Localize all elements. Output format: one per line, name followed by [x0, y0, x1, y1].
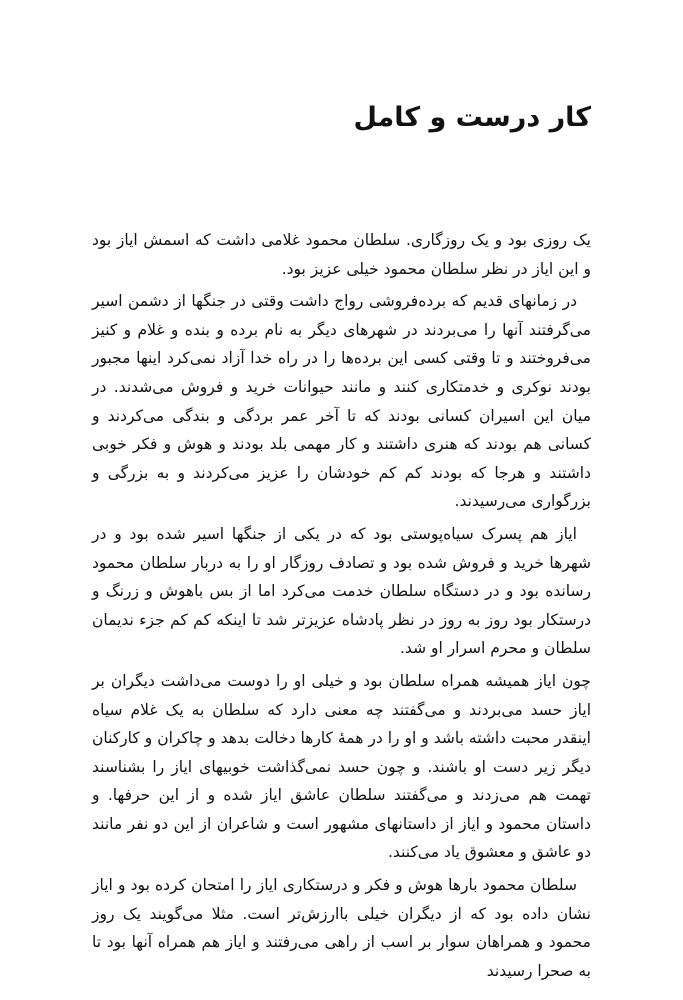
paragraph-1: یک روزی بود و یک روزگاری. سلطان محمود غلامی داشت که اسمش ایاز بود و این ایاز در نظر سلطان محمود خیلی عزیز بود.: [92, 231, 591, 278]
paragraph-4: چون ایاز همیشه همراه سلطان بود و خیلی او را دوست می‌داشت دیگران بر ایاز حسد می‌بردند و می‌گفتند چه معنی دارد که سلطان به یک غلام سیاه اینقدر محبت داشته باشد و او را در همهٔ کارها دخالت بدهد و چاکران و کارکنان دیگر زیر دست او باشند. و چون حسد نمی‌گذاشت خوبیهای ایاز را بشناسند تهمت هم می‌زدند و می‌گفتند سلطان عاشق ایاز شده و از این حرفها. و داستان محمود و ایاز از داستانهای مشهور است و شاعران از این دو نفر مانند دو عاشق و معشوق یاد می‌کنند.: [92, 671, 591, 862]
paragraph-3: ایاز هم پسرک سیاه‌پوستی بود که در یکی از جنگها اسیر شده بود و در شهرها خرید و فروش شده بود و تصادف روزگار او را به دربار سلطان محمود رسانده بود و در دستگاه سلطان خدمت می‌کرد اما از بس باهوش و زرنگ و درستکار بود روز به روز در نظر پادشاه عزیزتر شد تا اینکه کم کم جزء ندیمان سلطان و محرم اسرار او شد.: [92, 524, 591, 658]
page-title: کار درست و کامل: [353, 102, 591, 133]
story-body: [92, 226, 591, 985]
paragraph-5: سلطان محمود بارها هوش و فکر و درستکاری ایاز را امتحان کرده بود و ایاز نشان داده بود که از دیگران خیلی باارزش‌تر است. مثلا می‌گویند یک روز محمود و همراهان سوار بر اسب از راهی می‌رفتند و ایاز هم همراه آنها بود تا به صحرا رسیدند: [92, 876, 591, 980]
paragraph-2: در زمانهای قدیم که برده‌فروشی رواج داشت وقتی در جنگها از دشمن اسیر می‌گرفتند آنها را می‌بردند در شهرهای دیگر به نام برده و بنده و غلام و کنیز می‌فروختند و تا وقتی کسی این برده‌ها را در راه خدا آزاد نمی‌کرد اینها مجبور بودند نوکری و خدمتکاری کنند و مانند حیوانات خرید و فروش می‌شدند. در میان این اسیران کسانی بودند که تا آخر عمر بردگی و بندگی می‌کردند و کسانی هم بودند که هنری داشتند و کار مهمی بلد بودند و هوش و فکر خوبی داشتند و هرجا که بودند کم کم خودشان را عزیز می‌کردند و به بزرگی و بزرگواری می‌رسیدند.: [92, 292, 591, 511]
